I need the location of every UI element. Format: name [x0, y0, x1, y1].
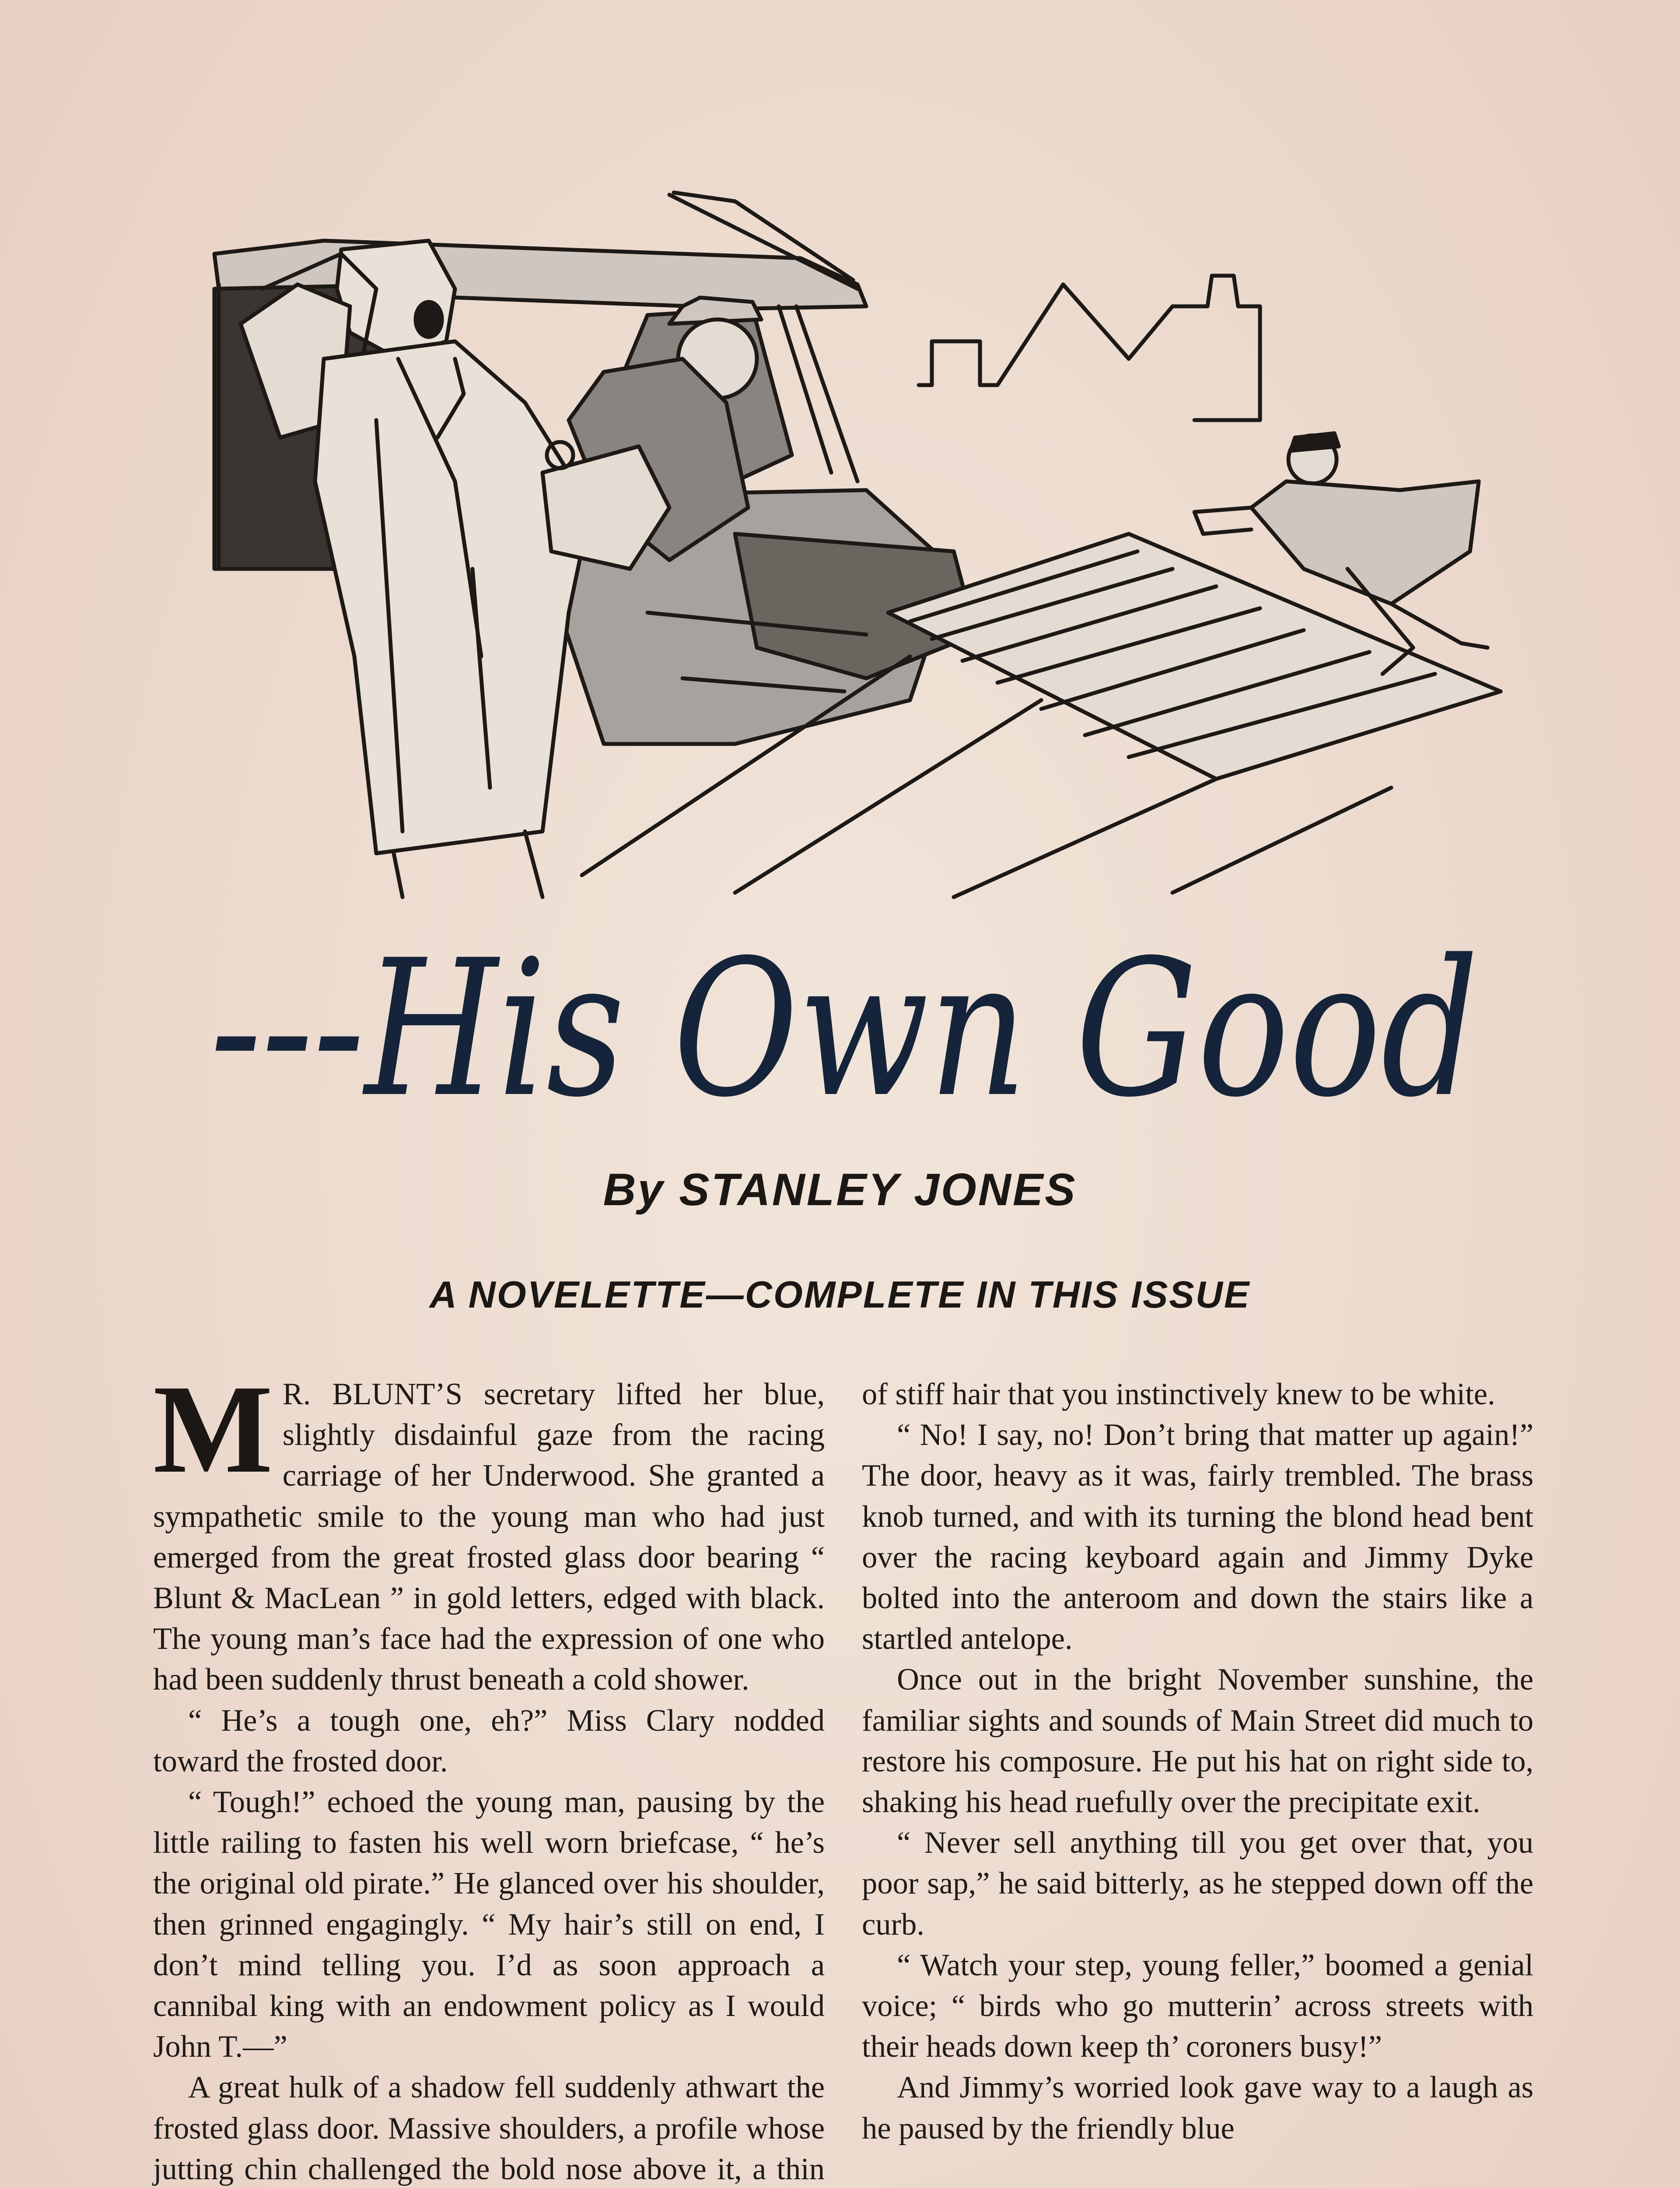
story-subtitle: A NOVELETTE—COMPLETE IN THIS ISSUE [429, 1274, 1251, 1316]
paragraph: of stiff hair that you instinctively knew to be white. [862, 1377, 1495, 1411]
paragraph: “ Never sell anything till you get over that, you poor sap,” he said bitterly, as he stepped down off the curb. [862, 1826, 1533, 1942]
story-illustration [210, 175, 1522, 897]
paragraph: R. BLUNT’S secretary lifted her blue, slightly disdainful gaze from the racing carriage of her Underwood. She granted a sympathetic smile to the young man who had just emerged from the great frosted glass door bearing “ Blunt & MacLean ” in gold letters, edged with black. The young man’s face had the expression of one who had been suddenly thrust beneath a cold shower. [153, 1377, 825, 1697]
paragraph: “ He’s a tough one, eh?” Miss Clary nodded toward the frosted door. [153, 1703, 825, 1778]
drop-cap: M [153, 1359, 273, 1499]
paragraph: A great hulk of a shadow fell suddenly athwart the frosted glass door. Massive shoulders, a profile whose jutting chin challenged the bold nose above it, a thin [153, 2070, 825, 2186]
story-title-text: ---His Own Good [210, 920, 1479, 1139]
paragraph: “ Watch your step, young feller,” boomed a genial voice; “ birds who go mutterin’ across streets with their heads down keep th’ coroners busy!” [862, 1948, 1533, 2064]
paragraph: “ No! I say, no! Don’t bring that matter up again!” The door, heavy as it was, fairly trembled. The brass knob turned, and with its turning the blond head bent over the racing keyboard again and Jimmy Dyke bolted into the anteroom and down the stairs like a startled antelope. [862, 1418, 1533, 1656]
byline: By STANLEY JONES [603, 1164, 1077, 1215]
text-column-right [862, 1374, 1533, 2149]
paragraph: And Jimmy’s worried look gave way to a laugh as he paused by the friendly blue [862, 2070, 1533, 2146]
paragraph: Once out in the bright November sunshine, the familiar sights and sounds of Main Street did much to restore his composure. He put his hat on right side to, shaking his head ruefully over the precipitate exit. [862, 1662, 1533, 1820]
paragraph: “ Tough!” echoed the young man, pausing by the little railing to fasten his well worn briefcase, “ he’s the original old pirate.” He glanced over his shoulder, then grinned engagingly. “ My hair’s still on end, I don’t mind telling you. I’d as soon approach a cannibal king with an endowment policy as I would John T.—” [153, 1785, 825, 2064]
story-title [210, 866, 1496, 1182]
text-column-left [153, 1359, 825, 2188]
